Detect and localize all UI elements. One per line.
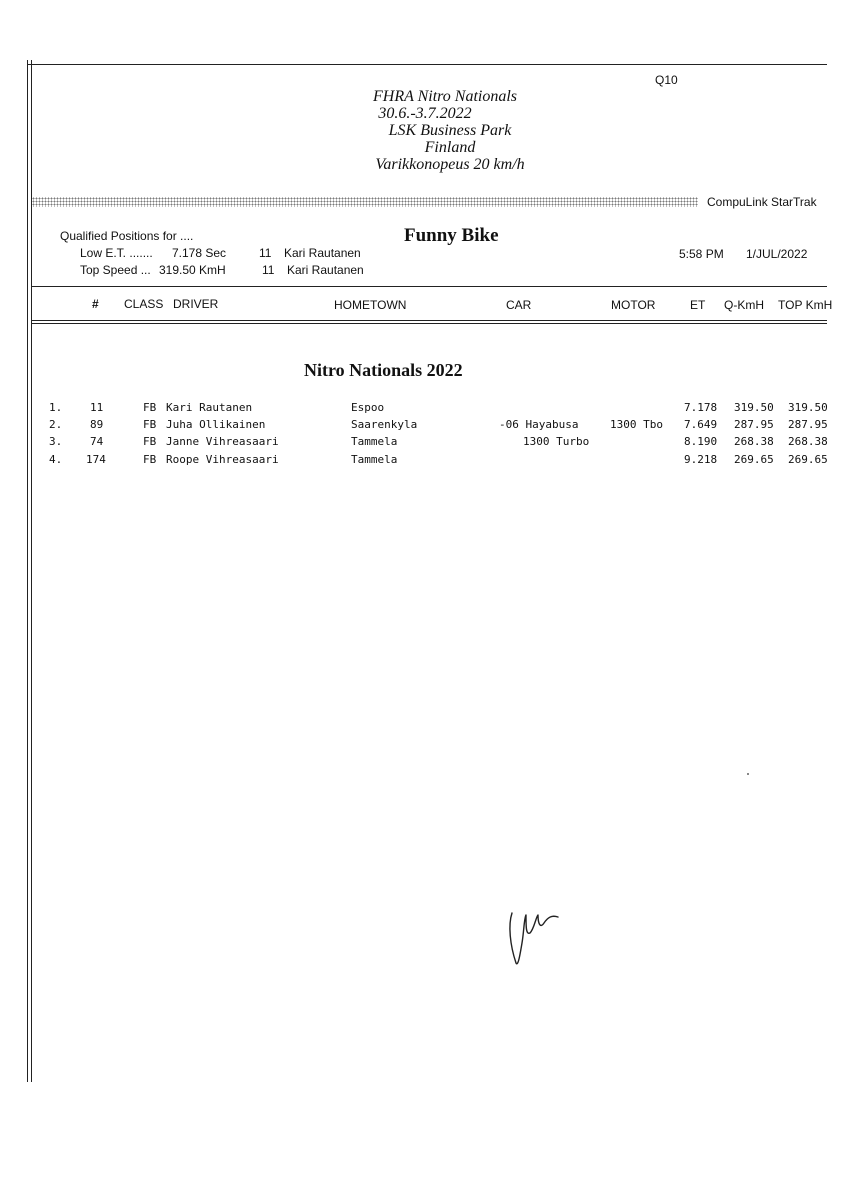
sheet-code: Q10 [655, 73, 678, 87]
low-et-driver: Kari Rautanen [284, 246, 361, 260]
signature-icon [500, 895, 580, 975]
event-name: FHRA Nitro Nationals [372, 88, 517, 105]
column-header-car: CAR [506, 298, 532, 312]
scan-speck [747, 773, 749, 775]
header-rule-bottom-2 [32, 323, 827, 324]
row-motor: 1300 Tbo [610, 418, 663, 431]
row-q-kmh: 268.38 [734, 435, 774, 448]
row-top-kmh: 269.65 [788, 453, 828, 466]
row-q-kmh: 269.65 [734, 453, 774, 466]
top-speed-label: Top Speed ... [80, 263, 151, 277]
class-title: Funny Bike [404, 225, 499, 246]
row-driver: Kari Rautanen [166, 401, 253, 414]
frame-left-inner-line [31, 60, 32, 1082]
column-header-top-kmh: TOP KmH [778, 298, 833, 312]
low-et-car-number: 11 [259, 246, 272, 260]
column-header-q-kmh: Q-KmH [724, 298, 764, 312]
column-header-number: # [92, 297, 99, 311]
row-class: FB [143, 418, 157, 431]
top-speed-value: 319.50 KmH [159, 263, 226, 277]
row-driver: Janne Vihreasaari [166, 435, 279, 448]
row-car: -06 Hayabusa [499, 418, 579, 431]
row-driver: Roope Vihreasaari [166, 453, 279, 466]
row-hometown: Espoo [351, 401, 385, 414]
column-header-class: CLASS [124, 297, 164, 311]
column-header-hometown: HOMETOWN [334, 298, 407, 312]
frame-top-line [27, 64, 827, 65]
row-number: 11 [90, 401, 104, 414]
row-class: FB [143, 401, 157, 414]
header-rule-top [32, 286, 827, 287]
top-speed-driver: Kari Rautanen [287, 263, 364, 277]
row-class: FB [143, 435, 157, 448]
row-position: 2. [49, 418, 63, 431]
row-top-kmh: 268.38 [788, 435, 828, 448]
row-hometown: Saarenkyla [351, 418, 418, 431]
row-number: 174 [86, 453, 106, 466]
row-hometown: Tammela [351, 453, 398, 466]
row-car: 1300 Turbo [523, 435, 590, 448]
dotted-band [32, 197, 698, 207]
row-position: 3. [49, 435, 63, 448]
low-et-label: Low E.T. ....... [80, 246, 153, 260]
row-position: 1. [49, 401, 63, 414]
system-brand: CompuLink StarTrak [707, 195, 817, 209]
column-header-et: ET [690, 298, 706, 312]
event-country: Finland [424, 139, 476, 156]
row-number: 74 [90, 435, 104, 448]
row-et: 9.218 [684, 453, 718, 466]
row-driver: Juha Ollikainen [166, 418, 266, 431]
report-date: 1/JUL/2022 [746, 247, 808, 261]
row-hometown: Tammela [351, 435, 398, 448]
event-venue: LSK Business Park [388, 122, 512, 139]
frame-left-outer-line [27, 60, 28, 1082]
event-dates: 30.6.-3.7.2022 [378, 105, 472, 122]
row-et: 8.190 [684, 435, 718, 448]
report-time: 5:58 PM [679, 247, 724, 261]
section-title: Nitro Nationals 2022 [304, 360, 463, 380]
row-number: 89 [90, 418, 104, 431]
column-header-motor: MOTOR [611, 298, 656, 312]
column-header-driver: DRIVER [173, 297, 219, 311]
row-q-kmh: 287.95 [734, 418, 774, 431]
top-speed-car-number: 11 [262, 263, 275, 277]
row-top-kmh: 319.50 [788, 401, 828, 414]
row-position: 4. [49, 453, 63, 466]
row-class: FB [143, 453, 157, 466]
row-q-kmh: 319.50 [734, 401, 774, 414]
event-pit-speed: Varikkonopeus 20 km/h [375, 156, 525, 173]
row-et: 7.178 [684, 401, 718, 414]
qualified-label: Qualified Positions for .... [60, 229, 194, 243]
row-et: 7.649 [684, 418, 718, 431]
header-rule-bottom-1 [32, 320, 827, 321]
row-top-kmh: 287.95 [788, 418, 828, 431]
low-et-value: 7.178 Sec [172, 246, 227, 260]
